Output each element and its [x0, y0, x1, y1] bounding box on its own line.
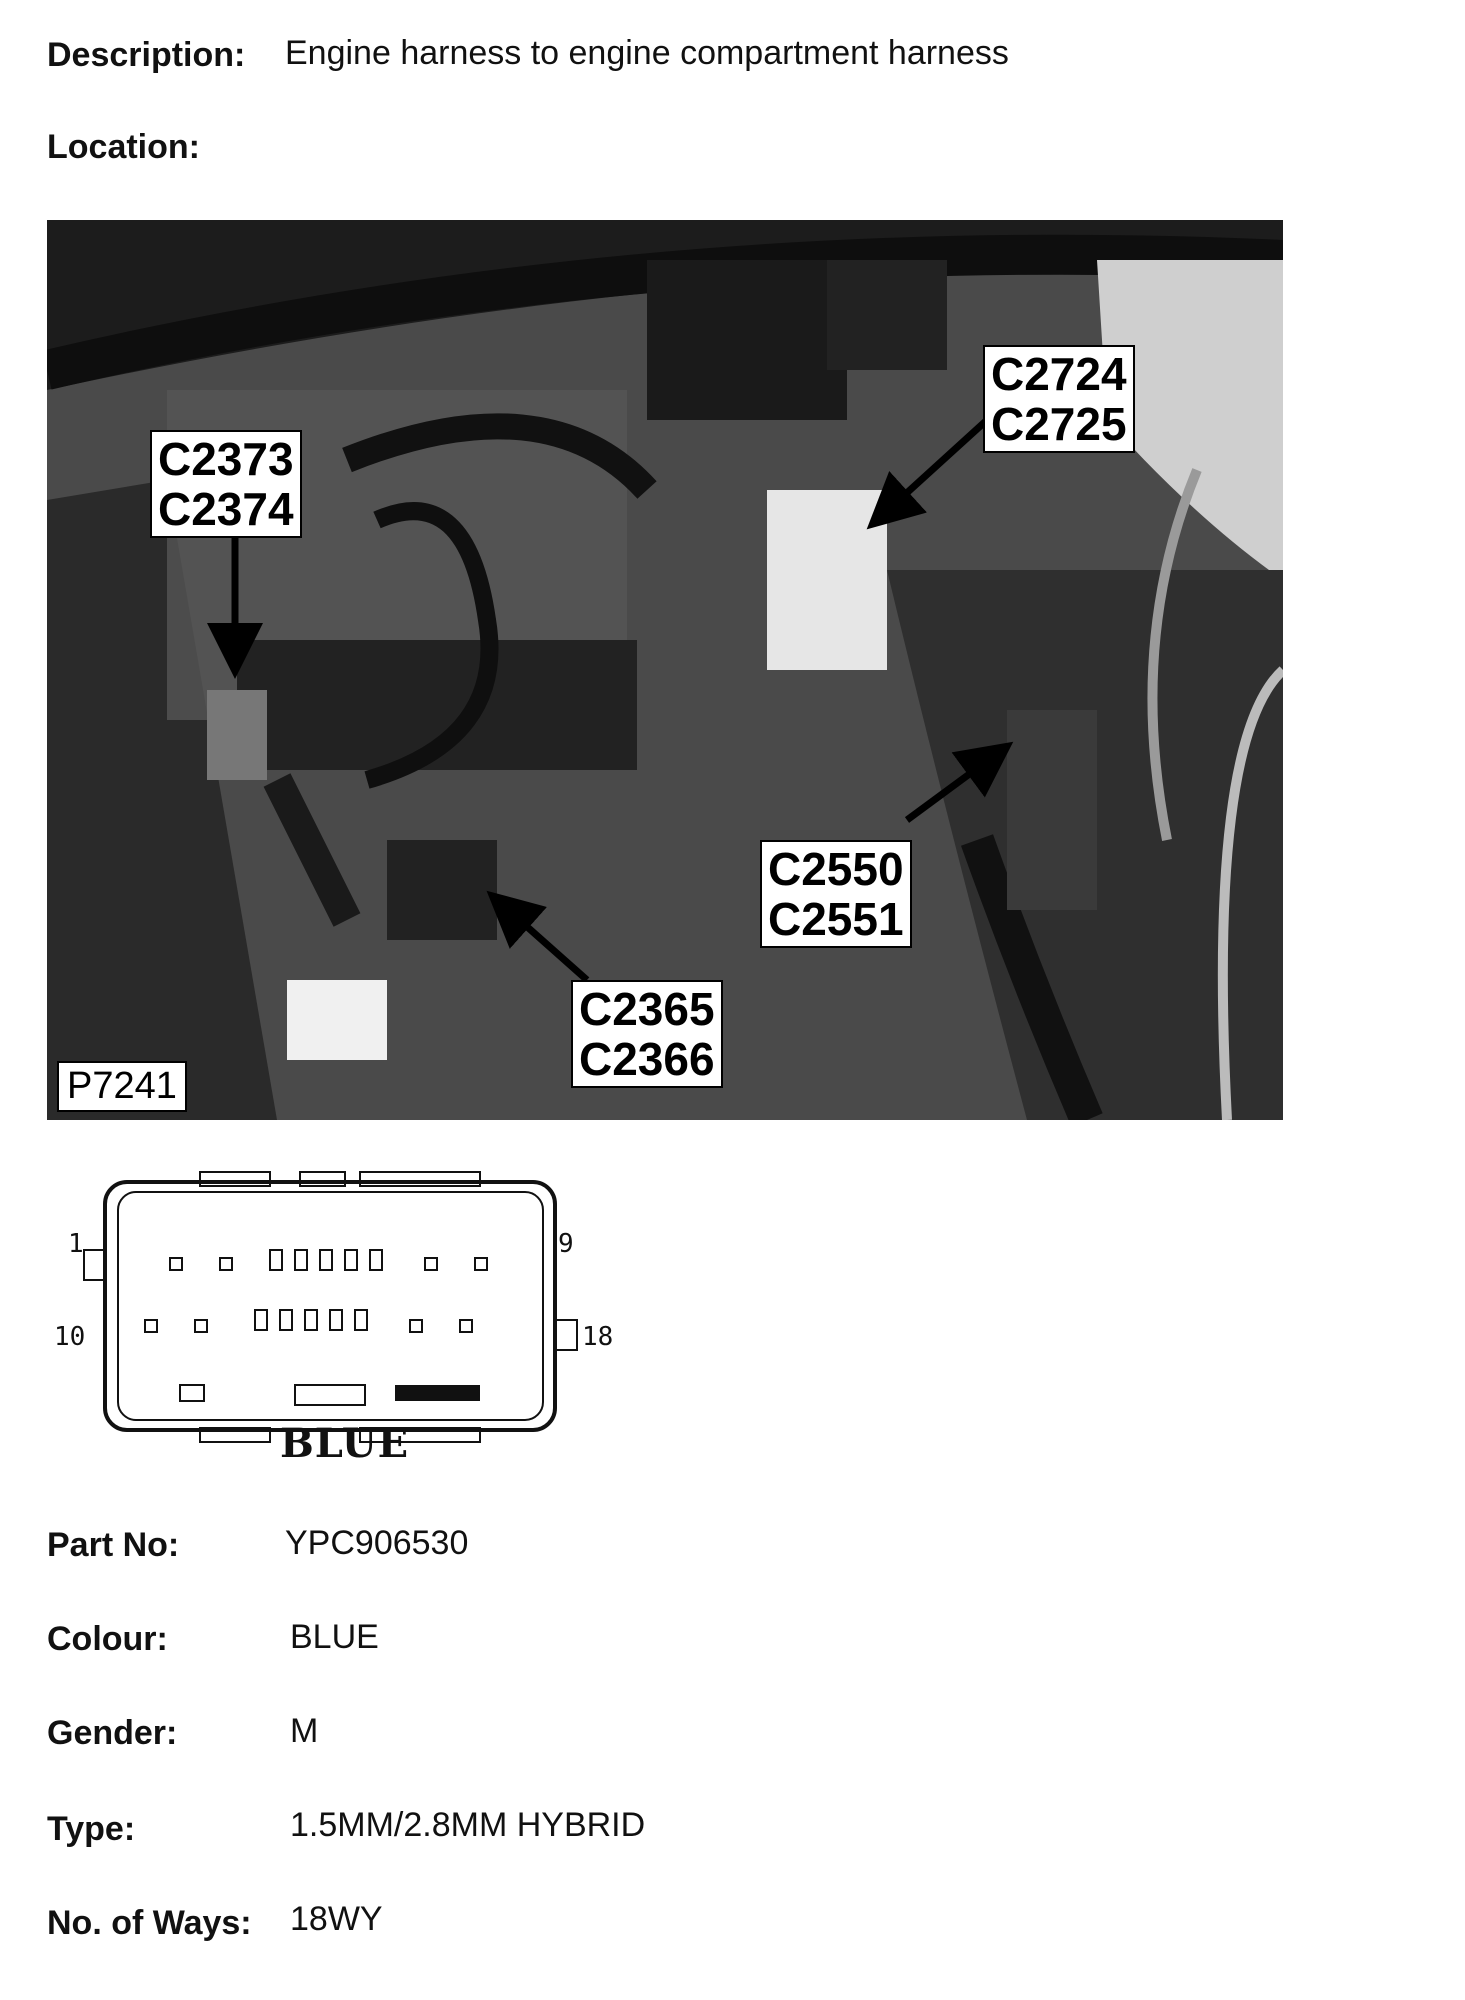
- gender-value: M: [290, 1712, 319, 1750]
- callout-line: C2365: [579, 983, 715, 1035]
- connector-colour-label: BLUE: [280, 1420, 410, 1467]
- no-of-ways-label: No. of Ways:: [47, 1904, 252, 1942]
- callout-c2365-c2366: [571, 980, 723, 1088]
- part-no-label: Part No:: [47, 1526, 180, 1564]
- colour-value: BLUE: [290, 1618, 379, 1656]
- callout-c2724-c2725: [983, 345, 1135, 453]
- callout-line: C2373: [158, 433, 294, 485]
- pin-number-1: 1: [68, 1229, 84, 1259]
- location-label: Location:: [47, 128, 200, 166]
- pin-number-10: 10: [54, 1322, 86, 1352]
- callout-line: C2725: [991, 398, 1127, 450]
- callout-c2373-c2374: [150, 430, 302, 538]
- description-value: Engine harness to engine compartment harness: [285, 34, 1009, 72]
- callout-line: C2724: [991, 348, 1127, 400]
- figure-id: P7241: [57, 1061, 187, 1112]
- no-of-ways-value: 18WY: [290, 1900, 383, 1938]
- part-no-value: YPC906530: [285, 1524, 469, 1562]
- callout-line: C2550: [768, 843, 904, 895]
- callout-line: C2551: [768, 893, 904, 945]
- pin-number-18: 18: [582, 1322, 614, 1352]
- type-label: Type:: [47, 1810, 136, 1848]
- pin-number-9: 9: [558, 1229, 574, 1259]
- callout-line: C2374: [158, 483, 294, 535]
- callout-c2550-c2551: [760, 840, 912, 948]
- type-value: 1.5MM/2.8MM HYBRID: [290, 1806, 646, 1844]
- colour-label: Colour:: [47, 1620, 168, 1658]
- gender-label: Gender:: [47, 1714, 178, 1752]
- callout-line: C2366: [579, 1033, 715, 1085]
- description-label: Description:: [47, 36, 246, 74]
- location-photo: [47, 220, 1283, 1120]
